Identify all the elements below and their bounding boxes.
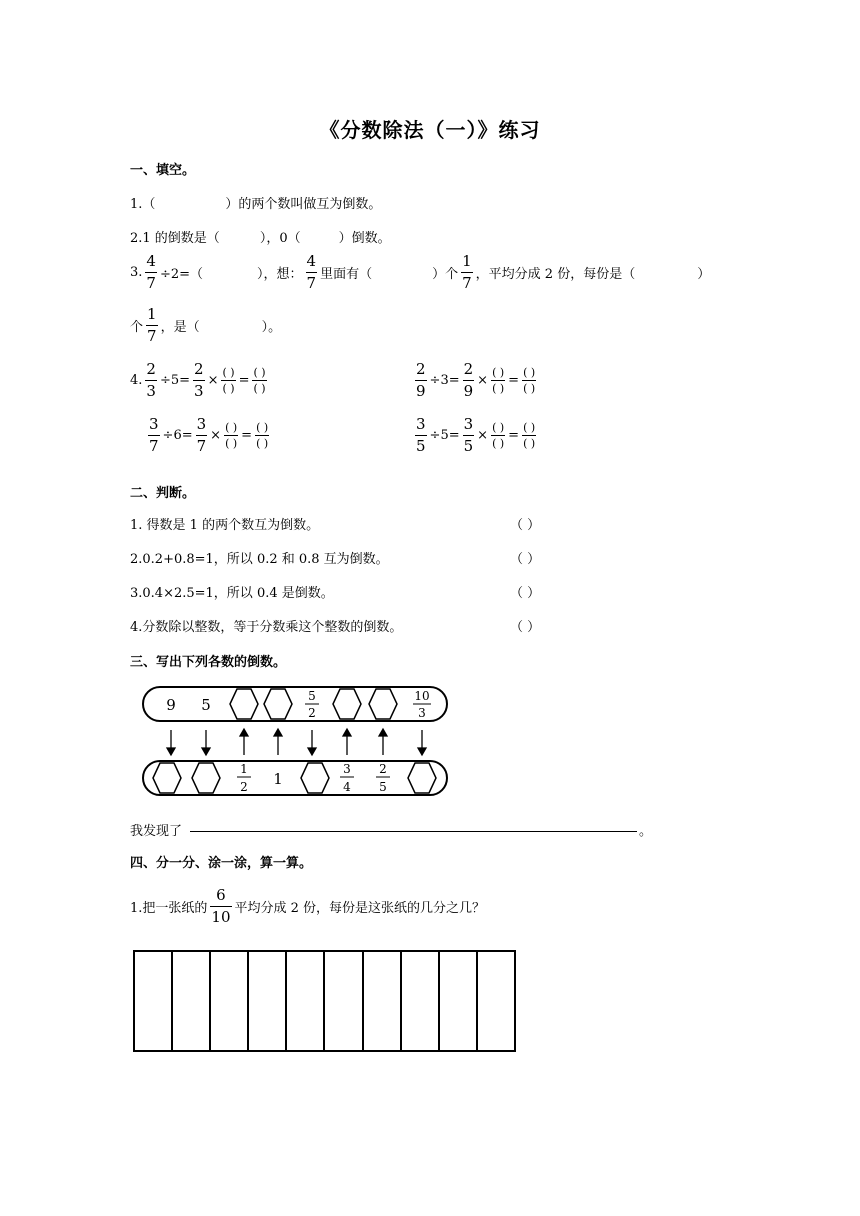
judge-item: 3.0.4×2.5=1，所以 0.4 是倒数。 （ ） xyxy=(130,582,830,601)
section3-heading: 三、写出下列各数的倒数。 xyxy=(130,655,287,670)
fraction-numerator: 3 xyxy=(343,762,351,776)
fraction-denominator: 4 xyxy=(343,780,351,794)
section2-heading: 二、判断。 xyxy=(130,486,196,501)
arrow-down-icon xyxy=(418,748,426,755)
grid-cell[interactable] xyxy=(325,952,363,1050)
q4-expression: $\frac{3}{7}$ ÷6= $\frac{3}{7}$ × $\frac{( )}{( )}$ = $\frac{( )}{( )}$ xyxy=(149,415,269,455)
hexagon-icon[interactable] xyxy=(369,689,397,719)
found-answer-line[interactable] xyxy=(190,831,637,832)
page-title: 《分数除法（一）》练习 xyxy=(319,118,541,142)
arrow-up-icon xyxy=(343,729,351,736)
q4-expression: $\frac{3}{5}$ ÷5= $\frac{3}{5}$ × $\frac{( )}{( )}$ = $\frac{( )}{( )}$ xyxy=(416,415,536,455)
hexagon-icon[interactable] xyxy=(301,763,329,793)
grid-cell[interactable] xyxy=(402,952,440,1050)
blank-fraction[interactable]: $\frac{( )}{( )}$ xyxy=(492,366,505,395)
paper-strip-grid xyxy=(133,950,516,1052)
q4-expression: $\frac{2}{9}$ ÷3= $\frac{2}{9}$ × $\frac{( )}{( )}$ = $\frac{( )}{( )}$ xyxy=(416,360,536,400)
arrow-down-icon xyxy=(167,748,175,755)
grid-cell[interactable] xyxy=(478,952,514,1050)
number-1: 1 xyxy=(273,770,283,788)
blank-fraction[interactable]: $\frac{( )}{( )}$ xyxy=(492,421,505,450)
hexagon-icon[interactable] xyxy=(264,689,292,719)
judge-answer[interactable]: （ ） xyxy=(510,518,541,533)
arrow-down-icon xyxy=(202,748,210,755)
section1-heading: 一、填空。 xyxy=(130,163,196,178)
q4-expression: 4. $\frac{2}{3}$ ÷5= $\frac{2}{3}$ × $\frac{( )}{( )}$ = $\frac{( )}{( )}$ xyxy=(130,360,266,400)
arrow-up-icon xyxy=(240,729,248,736)
fraction-denominator: 2 xyxy=(308,706,316,720)
fraction-numerator: 10 xyxy=(414,689,430,703)
fraction-denominator: 3 xyxy=(418,706,426,720)
hexagon-icon[interactable] xyxy=(153,763,181,793)
blank-fraction[interactable]: $\frac{( )}{( )}$ xyxy=(222,366,235,395)
grid-cell[interactable] xyxy=(211,952,249,1050)
judge-answer[interactable]: （ ） xyxy=(510,620,541,635)
blank-fraction[interactable]: $\frac{( )}{( )}$ xyxy=(256,421,269,450)
grid-cell[interactable] xyxy=(249,952,287,1050)
arrow-up-icon xyxy=(379,729,387,736)
q3-line2: 个 $\frac{1}{7}$ ，是（ ）。 xyxy=(130,305,282,345)
fraction-denominator: 5 xyxy=(379,780,387,794)
fraction-numerator: 5 xyxy=(308,689,316,703)
section4-heading: 四、分一分、涂一涂，算一算。 xyxy=(130,856,313,871)
blank-fraction[interactable]: $\frac{( )}{( )}$ xyxy=(225,421,238,450)
grid-cell[interactable] xyxy=(440,952,478,1050)
found-suffix: 。 xyxy=(639,824,653,839)
hexagon-icon[interactable] xyxy=(333,689,361,719)
arrow-down-icon xyxy=(308,748,316,755)
grid-cell[interactable] xyxy=(135,952,173,1050)
judge-item: 4.分数除以整数，等于分数乘这个整数的倒数。 （ ） xyxy=(130,616,830,635)
q2-fill: 2.1 的倒数是（ ），0（ ）倒数。 xyxy=(130,231,391,246)
q3-line1: 3. $\frac{4}{7}$ ÷2=（ ），想： $\frac{4}{7}$ 里面有（ ）个 $\frac{1}{7}$ ，平均分成 2 份，每份是（ ） xyxy=(130,252,711,292)
grid-cell[interactable] xyxy=(287,952,325,1050)
fraction: $\frac{4}{7}$ xyxy=(306,252,317,292)
grid-cell[interactable] xyxy=(173,952,211,1050)
judge-item: 2.0.2+0.8=1，所以 0.2 和 0.8 互为倒数。 （ ） xyxy=(130,548,830,567)
fraction-denominator: 2 xyxy=(240,780,248,794)
judge-answer[interactable]: （ ） xyxy=(510,552,541,567)
blank-fraction[interactable]: $\frac{( )}{( )}$ xyxy=(253,366,266,395)
blank-fraction[interactable]: $\frac{( )}{( )}$ xyxy=(523,366,536,395)
number-9: 9 xyxy=(166,696,176,714)
top-capsule xyxy=(143,687,447,721)
fraction: $\frac{1}{7}$ xyxy=(147,305,157,345)
grid-cell[interactable] xyxy=(364,952,402,1050)
number-5: 5 xyxy=(201,696,211,714)
q1-fill: 1.（ ）的两个数叫做互为倒数。 xyxy=(130,197,382,212)
section4-question: 1.把一张纸的 $\frac{6}{10}$ 平均分成 2 份，每份是这张纸的几分之几？ xyxy=(130,886,486,926)
blank-fraction[interactable]: $\frac{( )}{( )}$ xyxy=(523,421,536,450)
fraction-numerator: 2 xyxy=(379,762,387,776)
found-prefix: 我发现了 xyxy=(130,824,183,839)
arrow-up-icon xyxy=(274,729,282,736)
bottom-capsule xyxy=(143,761,447,795)
judge-answer[interactable]: （ ） xyxy=(510,586,541,601)
judge-item: 1. 得数是 1 的两个数互为倒数。 （ ） xyxy=(130,514,830,533)
reciprocal-diagram xyxy=(140,684,452,800)
fraction: $\frac{1}{7}$ xyxy=(462,252,472,292)
hexagon-icon[interactable] xyxy=(408,763,436,793)
fraction-numerator: 1 xyxy=(240,762,248,776)
fraction: $\frac{6}{10}$ xyxy=(211,886,231,926)
hexagon-icon[interactable] xyxy=(192,763,220,793)
fraction: $\frac{4}{7}$ xyxy=(146,252,156,292)
hexagon-icon[interactable] xyxy=(230,689,258,719)
